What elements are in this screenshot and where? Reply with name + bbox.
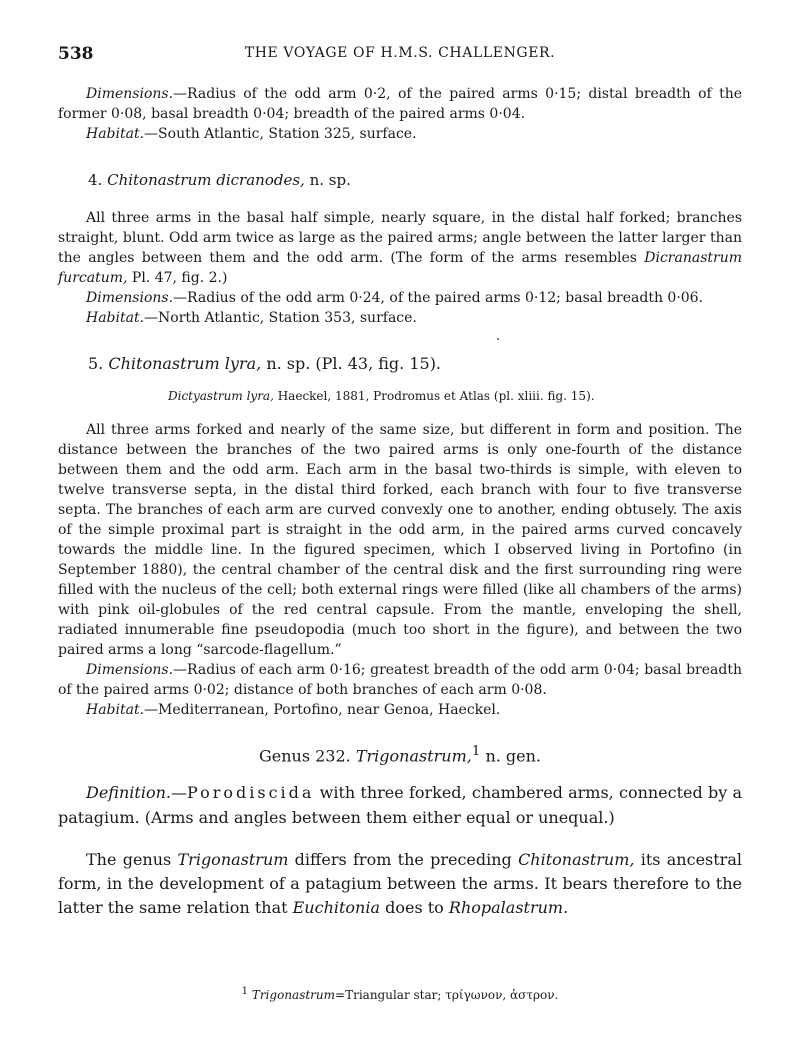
species-4-habitat-label: Habitat.: [86, 310, 145, 326]
genus-intro-name-3: Euchitonia: [292, 898, 381, 918]
species-5-suffix: n. sp. (Pl. 43, fig. 15).: [266, 354, 442, 373]
species-5-dimensions-text: —Radius of each arm 0·16; greatest breadth of the odd arm 0·04; basal breadth of the paired arms 0·02; distance of both branches of each arm 0·08.: [58, 662, 742, 698]
species-5-heading: [88, 354, 742, 374]
species-4-dimensions-label: Dimensions.: [86, 290, 174, 306]
page-header: [58, 44, 742, 64]
prev-dimensions: [58, 84, 742, 124]
footnote: [0, 986, 800, 1002]
species-5-dimensions-label: Dimensions.: [86, 662, 174, 678]
species-5-description: All three arms forked and nearly of the same size, but different in form and position. The distance between the branches of the two paired arms is only one-fourth of the distance between them and the odd arm. Each arm in the basal two-thirds is simple, with eleven to twelve transverse septa, in the distal third forked, each branch with four to five transverse septa. The branches of each arm are curved convexly one to another, ending obtusely. The axis of the simple proximal part is straight in the odd arm, in the paired arms curved concavely towards the middle line. In the figured specimen, which I observed living in Portofino (in September 1880), the central chamber of the central disk and the first surrounding ring were filled with the nucleus of the cell; both external rings were filled (like all chambers of the arms) with pink oil-globules of the red central capsule. From the mantle, enveloping the shell, radiated innumerable fine pseudopodia (much too short in the figure), and between the two paired arms a long “sarcode-flagellum.”: [58, 422, 742, 658]
species-4-name: Chitonastrum dicranodes,: [107, 171, 305, 189]
genus-introduction: [58, 848, 742, 920]
genus-definition-dash: —: [170, 783, 187, 803]
prev-habitat-text: —South Atlantic, Station 325, surface.: [144, 126, 417, 142]
genus-definition-label: Definition.: [86, 783, 171, 803]
species-4-habitat-text: —North Atlantic, Station 353, surface.: [144, 310, 417, 326]
genus-definition-text: with three forked, chambered arms, connected by a patagium. (Arms and angles between them either equal or unequal.): [58, 783, 742, 828]
species-5-habitat-text: —Mediterranean, Portofino, near Genoa, Haeckel.: [144, 702, 501, 718]
species-5-name: Chitonastrum lyra,: [108, 354, 262, 373]
species-4-description: [58, 208, 742, 288]
prev-dimensions-label: Dimensions.: [86, 86, 174, 102]
prev-habitat: [58, 124, 742, 144]
species-5-habitat: [58, 700, 742, 720]
species-4-habitat: [58, 308, 742, 328]
species-5-habitat-label: Habitat.: [86, 702, 145, 718]
genus-intro-name-4: Rhopalastrum.: [448, 898, 569, 918]
footnote-mark: 1: [241, 986, 248, 997]
species-5-synonym-name: Dictyastrum lyra,: [168, 389, 274, 403]
genus-footnote-mark: 1: [471, 744, 481, 759]
species-5-dimensions: [58, 660, 742, 700]
page-body: [58, 84, 742, 920]
genus-intro-b: differs from the preceding: [288, 850, 519, 870]
species-4-dimensions: [58, 288, 742, 308]
print-speck: [497, 338, 499, 340]
page-number: 538: [58, 44, 94, 64]
species-5-synonym: [168, 386, 742, 406]
prev-habitat-label: Habitat.: [86, 126, 145, 142]
species-4-number: 4.: [88, 171, 103, 189]
species-4-desc-b: Pl. 47, fig. 2.): [127, 270, 228, 286]
genus-intro-name-1: Trigonastrum: [177, 850, 289, 870]
genus-intro-name-2: Chitonastrum,: [518, 850, 635, 870]
genus-suffix: n. gen.: [485, 746, 542, 766]
prev-dimensions-text: —Radius of the odd arm 0·2, of the paired arms 0·15; distal breadth of the former 0·08, basal breadth 0·04; breadth of the paired arms 0·04.: [58, 86, 742, 122]
species-4-suffix: n. sp.: [309, 171, 351, 189]
species-4-ref-name: Dicranastrum furcatum,: [58, 250, 742, 286]
genus-intro-a: The genus: [86, 850, 178, 870]
running-title: THE VOYAGE OF H.M.S. CHALLENGER.: [244, 45, 556, 61]
genus-intro-d: does to: [380, 898, 449, 918]
footnote-name: Trigonastrum: [251, 988, 336, 1002]
genus-intro-c: its ancestral form, in the development of a patagium between the arms. It bears therefore to the latter the same relation that: [58, 850, 742, 918]
species-4-dimensions-text: —Radius of the odd arm 0·24, of the paired arms 0·12; basal breadth 0·06.: [173, 290, 704, 306]
species-4-heading: [88, 170, 742, 190]
species-5-number: 5.: [88, 354, 104, 373]
species-4-desc-a: All three arms in the basal half simple, nearly square, in the distal half forked; branches straight, blunt. Odd arm twice as large as the paired arms; angle between the latter larger than the angles between them and the odd arm. (The form of the arms resembles: [58, 210, 742, 266]
genus-definition-group: Porodiscida: [186, 783, 315, 803]
genus-definition: [58, 780, 742, 830]
genus-heading: [58, 742, 742, 766]
footnote-text: =Triangular star; τρίγωνον, ἀστρον.: [335, 988, 559, 1002]
genus-name: Trigonastrum,: [355, 746, 472, 766]
genus-prefix: Genus 232.: [258, 746, 351, 766]
species-5-synonym-text: Haeckel, 1881, Prodromus et Atlas (pl. xliii. fig. 15).: [273, 389, 595, 403]
